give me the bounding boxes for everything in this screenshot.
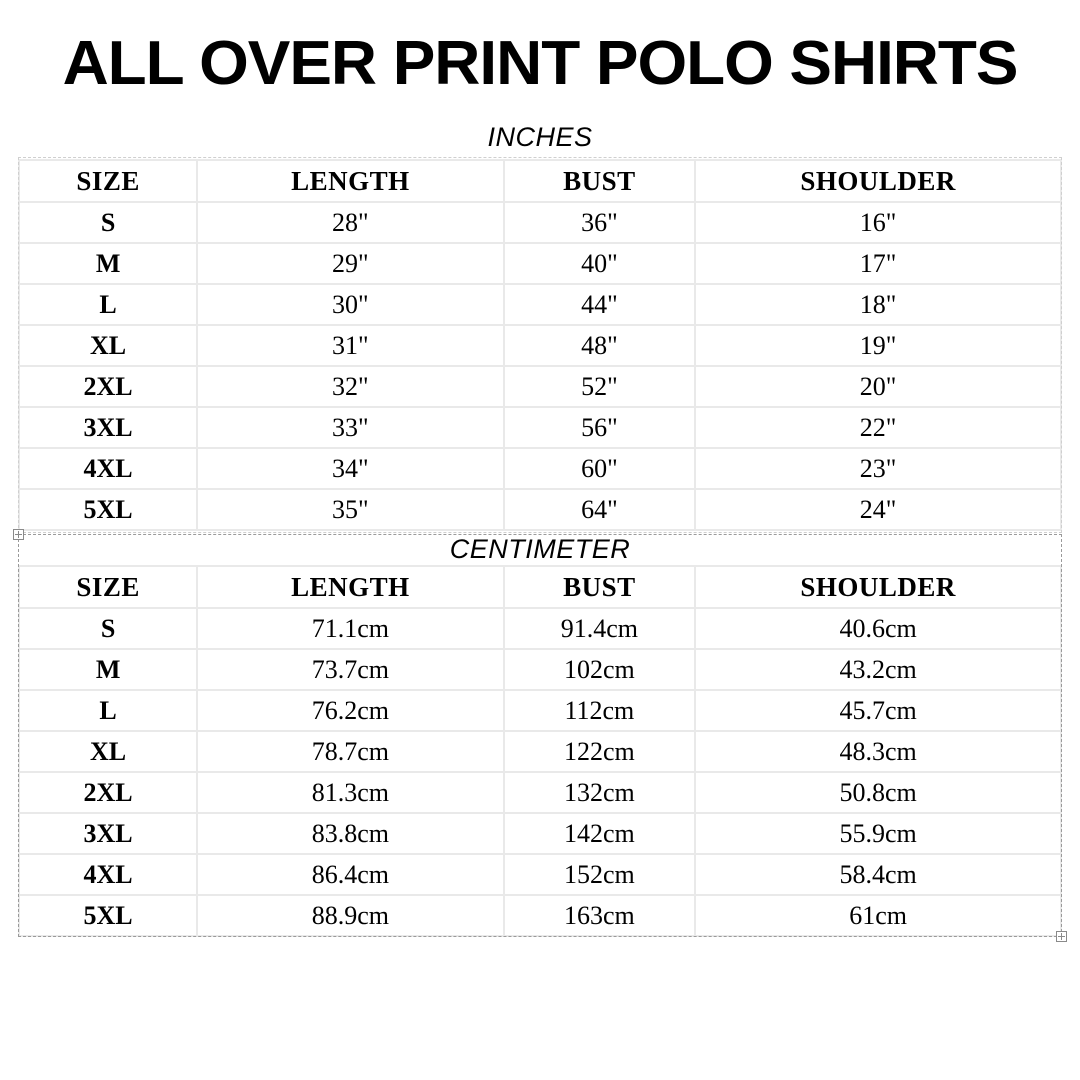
cell-length: 35" (197, 489, 503, 530)
cell-size: 2XL (19, 366, 197, 407)
cell-size: L (19, 284, 197, 325)
centimeter-table-wrapper[interactable] (18, 534, 1062, 937)
cell-length: 34" (197, 448, 503, 489)
cell-bust: 60" (504, 448, 696, 489)
cell-bust: 163cm (504, 895, 696, 936)
cell-length: 76.2cm (197, 690, 503, 731)
table-row (19, 690, 1061, 731)
cell-size: 4XL (19, 448, 197, 489)
table-row (19, 243, 1061, 284)
cell-size: S (19, 202, 197, 243)
cell-size: 2XL (19, 772, 197, 813)
column-header-bust: BUST (504, 160, 696, 202)
cell-size: 4XL (19, 854, 197, 895)
cell-shoulder: 40.6cm (695, 608, 1061, 649)
cell-shoulder: 24" (695, 489, 1061, 530)
cell-shoulder: 22" (695, 407, 1061, 448)
cell-shoulder: 58.4cm (695, 854, 1061, 895)
cell-shoulder: 16" (695, 202, 1061, 243)
table-row (19, 854, 1061, 895)
cell-bust: 102cm (504, 649, 696, 690)
column-header-length: LENGTH (197, 566, 503, 608)
cell-length: 88.9cm (197, 895, 503, 936)
cell-shoulder: 55.9cm (695, 813, 1061, 854)
cell-length: 29" (197, 243, 503, 284)
column-header-size: SIZE (19, 160, 197, 202)
table-row (19, 202, 1061, 243)
resize-handle-top-left[interactable] (13, 529, 24, 540)
cell-length: 32" (197, 366, 503, 407)
cell-bust: 64" (504, 489, 696, 530)
inches-size-table (18, 159, 1062, 531)
cell-size: XL (19, 325, 197, 366)
cell-length: 78.7cm (197, 731, 503, 772)
cell-size: XL (19, 731, 197, 772)
cell-bust: 122cm (504, 731, 696, 772)
column-header-shoulder: SHOULDER (695, 566, 1061, 608)
cell-size: 5XL (19, 489, 197, 530)
cell-bust: 56" (504, 407, 696, 448)
table-row (19, 649, 1061, 690)
cell-shoulder: 19" (695, 325, 1061, 366)
cell-size: M (19, 649, 197, 690)
cell-shoulder: 43.2cm (695, 649, 1061, 690)
table-row (19, 895, 1061, 936)
column-header-size: SIZE (19, 566, 197, 608)
cell-length: 73.7cm (197, 649, 503, 690)
cell-size: L (19, 690, 197, 731)
table-row (19, 608, 1061, 649)
column-header-length: LENGTH (197, 160, 503, 202)
cell-size: M (19, 243, 197, 284)
cell-bust: 112cm (504, 690, 696, 731)
cell-length: 83.8cm (197, 813, 503, 854)
column-header-bust: BUST (504, 566, 696, 608)
cell-shoulder: 45.7cm (695, 690, 1061, 731)
cell-length: 28" (197, 202, 503, 243)
cell-bust: 91.4cm (504, 608, 696, 649)
table-row (19, 813, 1061, 854)
table-row (19, 325, 1061, 366)
cell-shoulder: 18" (695, 284, 1061, 325)
cell-shoulder: 61cm (695, 895, 1061, 936)
cell-length: 81.3cm (197, 772, 503, 813)
table-row (19, 772, 1061, 813)
column-header-shoulder: SHOULDER (695, 160, 1061, 202)
cell-length: 33" (197, 407, 503, 448)
table-row (19, 284, 1061, 325)
cell-shoulder: 48.3cm (695, 731, 1061, 772)
resize-handle-bottom-right[interactable] (1056, 931, 1067, 942)
table-row (19, 366, 1061, 407)
table-row (19, 448, 1061, 489)
table-row (19, 489, 1061, 530)
cell-bust: 142cm (504, 813, 696, 854)
cell-bust: 152cm (504, 854, 696, 895)
cell-bust: 36" (504, 202, 696, 243)
cell-size: 3XL (19, 813, 197, 854)
table-row (19, 407, 1061, 448)
inches-table-wrapper (18, 159, 1062, 531)
cell-length: 71.1cm (197, 608, 503, 649)
cell-bust: 132cm (504, 772, 696, 813)
cell-shoulder: 50.8cm (695, 772, 1061, 813)
cell-shoulder: 20" (695, 366, 1061, 407)
cell-size: 5XL (19, 895, 197, 936)
cell-bust: 52" (504, 366, 696, 407)
table-header-row (19, 160, 1061, 202)
unit-label-inches: INCHES (487, 122, 593, 152)
cell-size: S (19, 608, 197, 649)
cell-bust: 44" (504, 284, 696, 325)
unit-label-centimeter: CENTIMETER (449, 534, 631, 564)
cell-size: 3XL (19, 407, 197, 448)
table-header-row (19, 566, 1061, 608)
page-title: ALL OVER PRINT POLO SHIRTS (62, 29, 1018, 98)
table-row (19, 731, 1061, 772)
cell-shoulder: 17" (695, 243, 1061, 284)
cell-length: 30" (197, 284, 503, 325)
cell-bust: 48" (504, 325, 696, 366)
cell-length: 86.4cm (197, 854, 503, 895)
centimeter-size-table (18, 565, 1062, 937)
cell-bust: 40" (504, 243, 696, 284)
cell-shoulder: 23" (695, 448, 1061, 489)
cell-length: 31" (197, 325, 503, 366)
